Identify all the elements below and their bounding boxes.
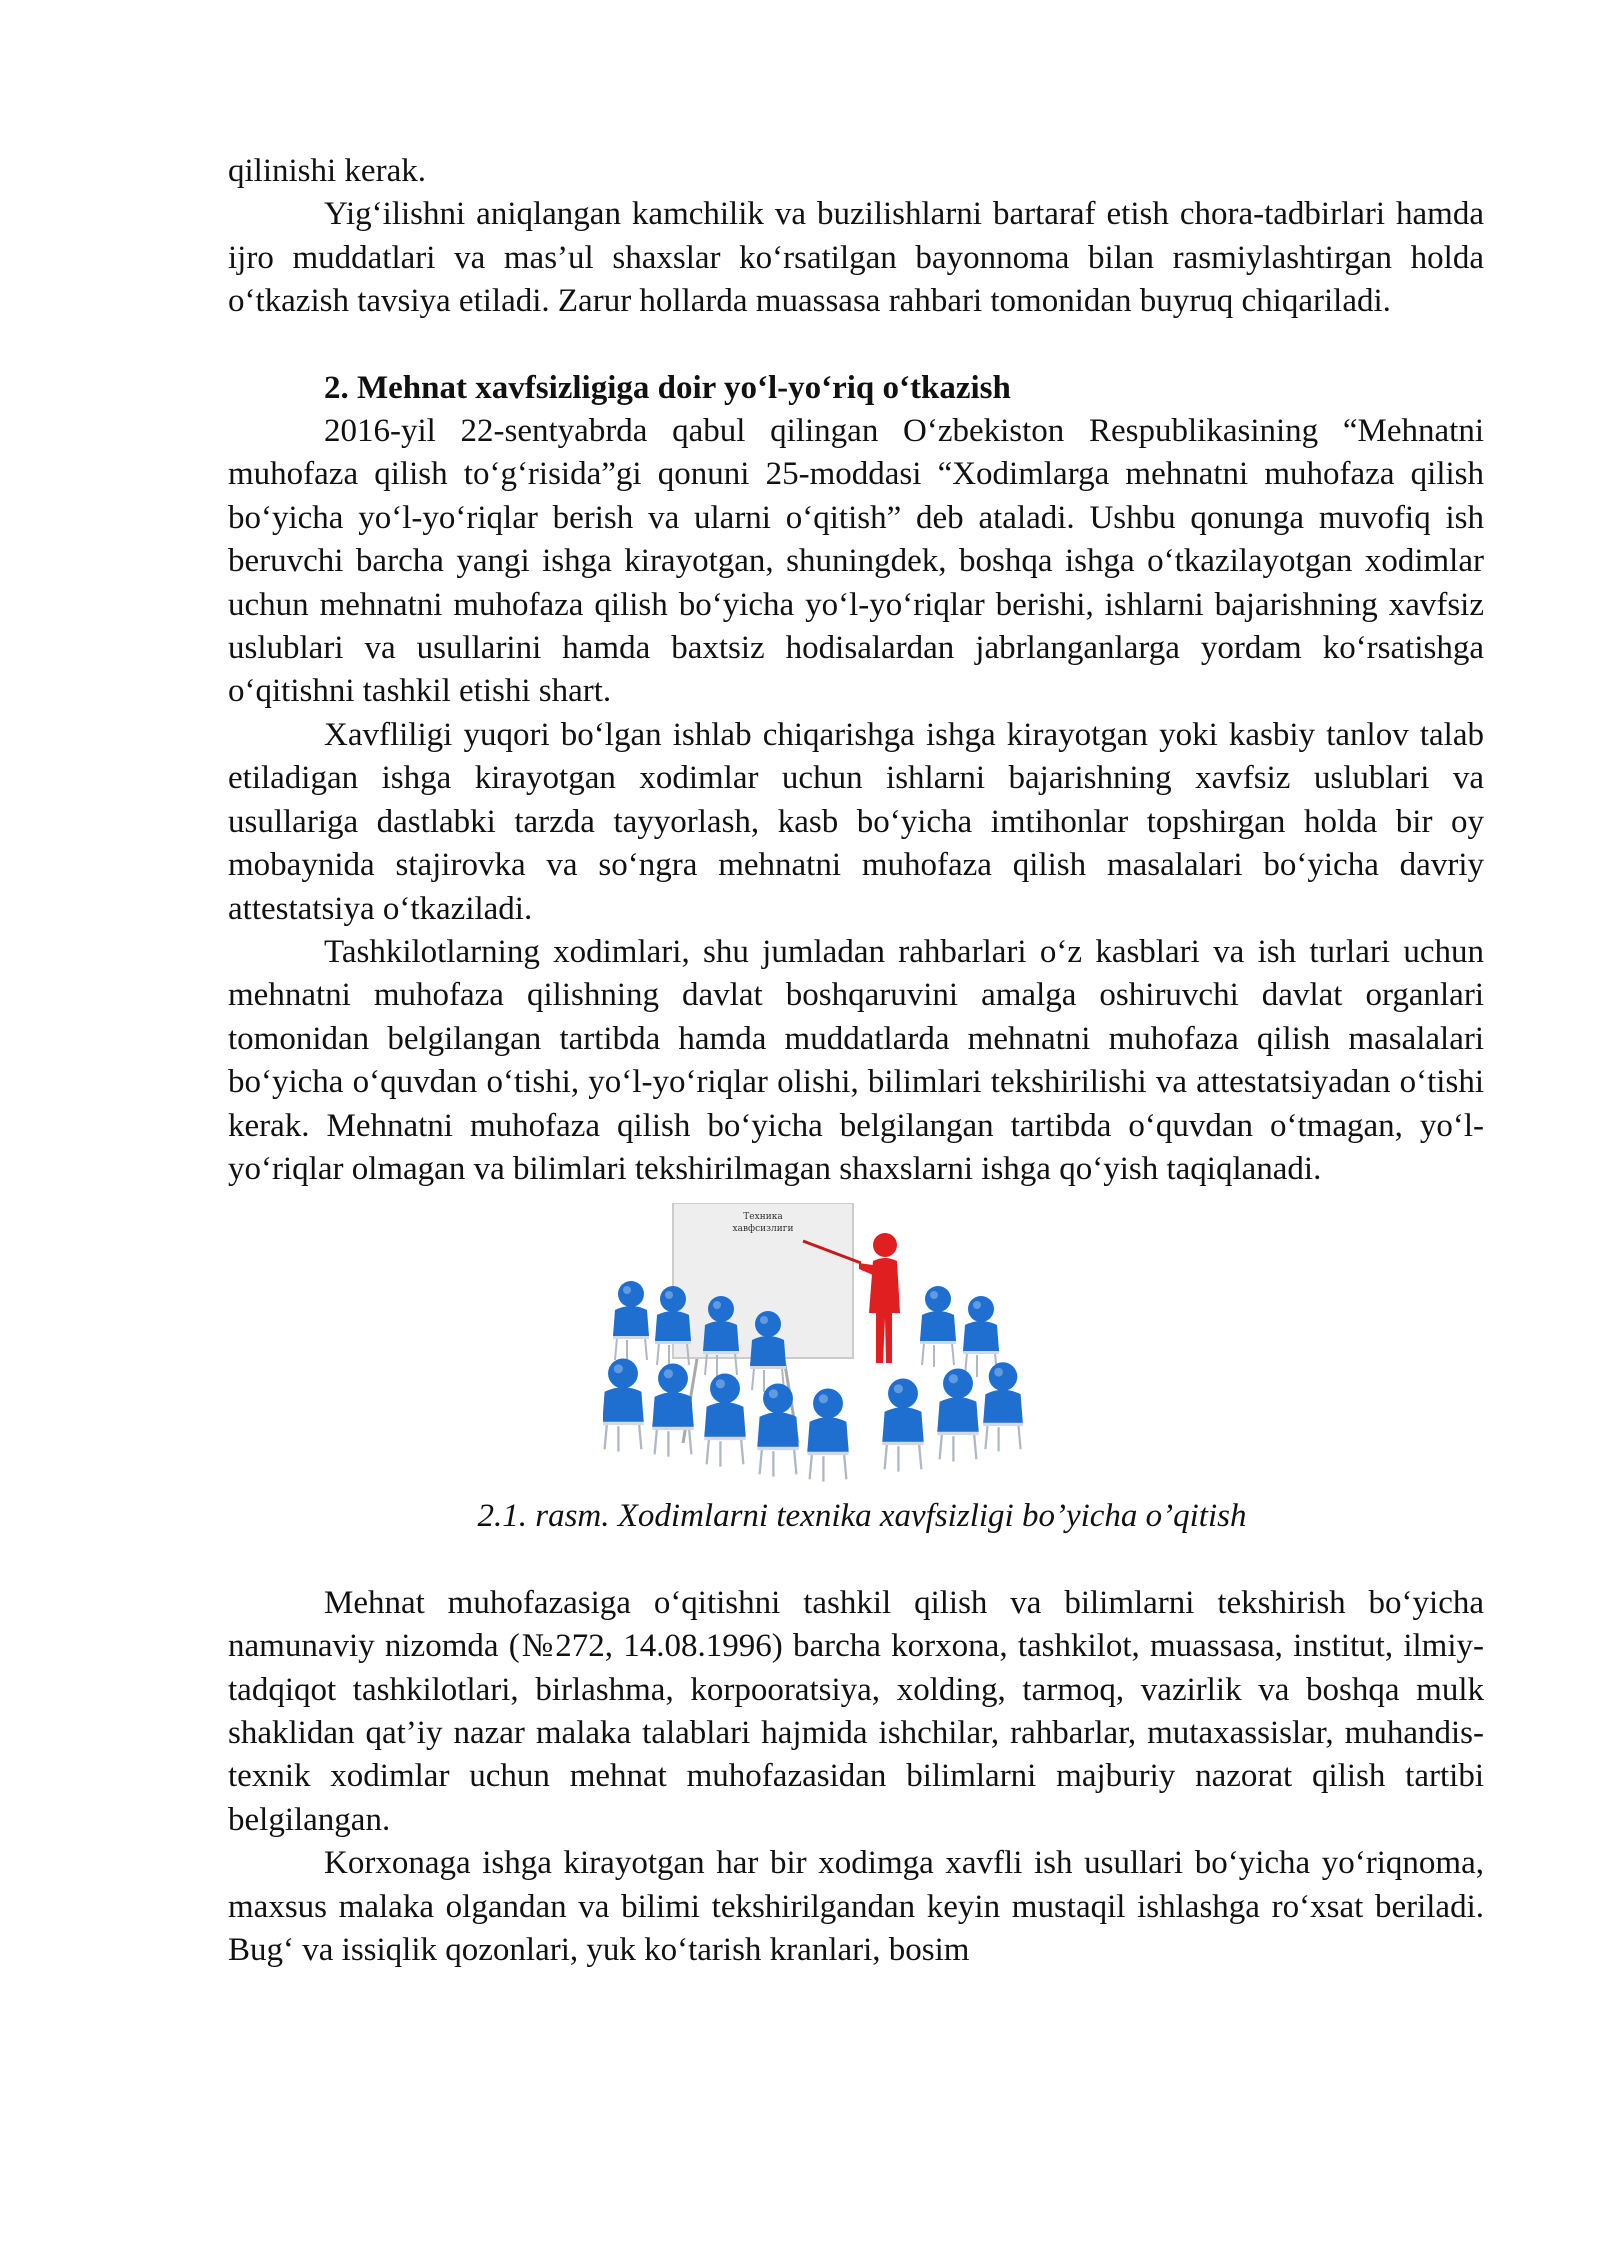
student-figure	[807, 1389, 848, 1482]
student-figure	[704, 1374, 745, 1467]
student-figure	[652, 1364, 693, 1457]
section-heading: 2. Mehnat xavfsizligiga doir yo‘l-yo‘riq o‘tkazish	[324, 369, 1011, 406]
student-figure	[757, 1384, 798, 1477]
student-figure	[963, 1296, 999, 1377]
student-figure	[613, 1281, 649, 1362]
student-figure	[983, 1363, 1023, 1452]
figure-caption: 2.1. rasm. Xodimlarni texnika xavfsizligi bo’yicha o’qitish	[477, 1498, 1247, 1535]
student-figure	[703, 1296, 739, 1377]
paragraph-meeting: Yig‘ilishni aniqlangan kamchilik va buzilishlarni bartaraf etish chora-tadbirlari hamda ijro muddatlari va mas’ul shaxslar ko‘rsatilgan bayonnoma bilan rasmiylashtirgan holda o‘tkazish tavsiya etiladi. Zarur hollarda muassasa rahbari tomonidan buyruq chiqariladi.	[228, 196, 1484, 320]
paragraph-law: 2016-yil 22-sentyabrda qabul qilingan O‘zbekiston Respublikasining “Mehnatni muhofaza qilish to‘g‘risida”gi qonuni 25-moddasi “Xodimlarga mehnatni muhofaza qilish bo‘yicha yo‘l-yo‘riqlar berish va ularni o‘qitish” deb ataladi. Ushbu qonunga muvofiq ish beruvchi barcha yangi ishga kirayotgan, shuningdek, boshqa ishga o‘tkazilayotgan xodimlar uchun mehnatni muhofaza qilish bo‘yicha yo‘l-yo‘riqlar berishi, ishlarni bajarishning xavfsiz uslublari va usullarini hamda baxtsiz hodisalardan jabrlanganlarga yordam ko‘rsatishga o‘qitishni tashkil etishi shart.	[228, 413, 1484, 710]
student-figure	[920, 1286, 956, 1367]
paragraph-employees: Tashkilotlarning xodimlari, shu jumladan rahbarlari o‘z kasblari va ish turlari uchun mehnatni muhofaza qilishning davlat boshqaruvini amalga oshiruvchi davlat organlari tomonidan belgilangan tartibda hamda muddatlarda mehnatni muhofaza qilish masalalari bo‘yicha o‘quvdan o‘tishi, yo‘l-yo‘riqlar olishi, bilimlari tekshirilishi va attestatsiyadan o‘tishi kerak. Mehnatni muhofaza qilish bo‘yicha belgilangan tartibda o‘quvdan o‘tmagan, yo‘l-yo‘riqlar olmagan va bilimlari tekshirilmagan shaxslarni ishga qo‘yish taqiqlanadi.	[228, 933, 1484, 1187]
paragraph-hazardous: Xavfliligi yuqori bo‘lgan ishlab chiqarishga ishga kirayotgan yoki kasbiy tanlov talab etiladigan ishga kirayotgan xodimlar uchun ishlarni bajarishning xavfsiz uslublari va usullariga dastlabki tarzda tayyorlash, kasb bo‘yicha imtihonlar topshirgan holda bir oy mobaynida stajirovka va so‘ngra mehnatni muhofaza qilish masalalari bo‘yicha davriy attestatsiya o‘tkaziladi.	[228, 716, 1484, 927]
document-page	[228, 150, 1484, 1972]
paragraph-new-employee: Korxonaga ishga kirayotgan har bir xodimga xavfli ish usullari bo‘yicha yo‘riqnoma, maxsus malaka olgandan va bilimi tekshirilgandan keyin mustaqil ishlashga ro‘xsat beriladi. Bug‘ va issiqlik qozonlari, yuk ko‘tarish kranlari, bosim	[228, 1845, 1484, 1968]
student-figure	[750, 1311, 786, 1392]
student-figure	[937, 1369, 978, 1462]
paragraph-regulation: Mehnat muhofazasiga o‘qitishni tashkil qilish va bilimlarni tekshirish bo‘yicha namunaviy nizomda (№272, 14.08.1996) barcha korxona, tashkilot, muassasa, institut, ilmiy-tadqiqot tashkilotlari, birlashma, korpooratsiya, xolding, tarmoq, vazirlik va boshqa mulk shaklidan qat’iy nazar malaka talablari hajmida ishchilar, rahbarlar, mutaxassislar, muhandis-texnik xodimlar uchun mehnat muhofazasidan bilimlarni majburiy nazorat qilish tartibi belgilangan.	[228, 1584, 1484, 1838]
board-text-1: Техника	[743, 1212, 783, 1223]
board-text-2: хавфсизлиги	[732, 1224, 794, 1235]
paragraph-continuation: qilinishi kerak.	[228, 153, 426, 189]
figure-training-illustration	[228, 1203, 1484, 1493]
student-figure	[603, 1359, 644, 1452]
training-illustration	[603, 1203, 1023, 1493]
spacer	[228, 1539, 1484, 1582]
student-figure	[882, 1379, 923, 1472]
